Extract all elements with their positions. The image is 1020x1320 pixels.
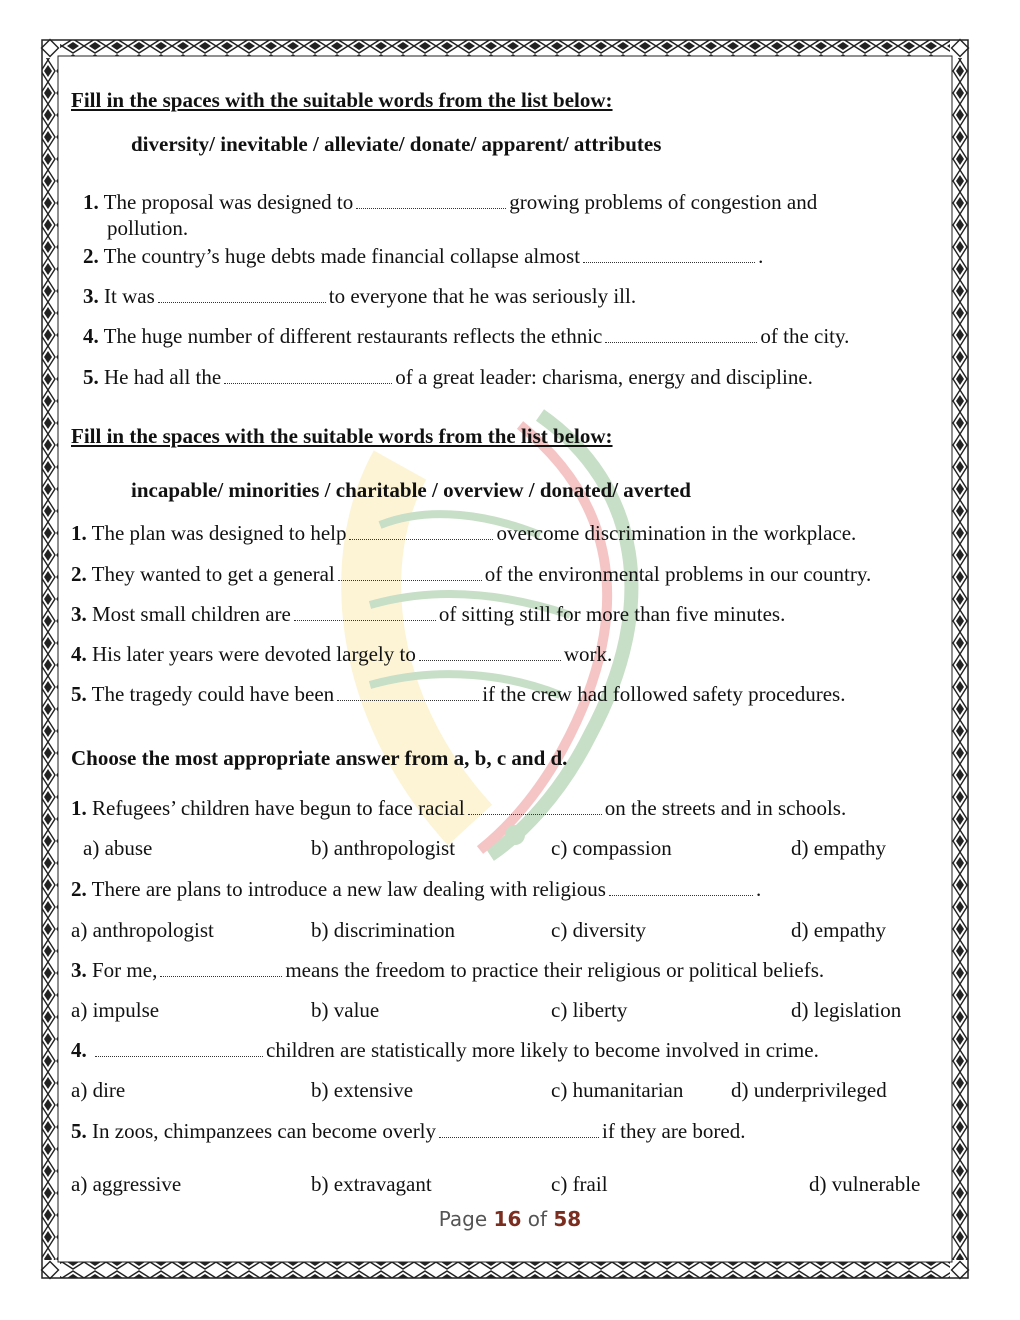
answer-blank[interactable]	[439, 1123, 599, 1138]
answer-blank[interactable]	[224, 369, 392, 384]
q5-option-d[interactable]: d) vulnerable	[809, 1172, 921, 1196]
q3-option-a[interactable]: a) impulse	[71, 998, 160, 1022]
section2-heading: Fill in the spaces with the suitable words from the list below:	[71, 424, 613, 448]
q1-option-a[interactable]: a) abuse	[83, 836, 153, 860]
q4-option-b[interactable]: b) extensive	[311, 1078, 414, 1102]
answer-blank[interactable]	[419, 646, 561, 661]
section1-heading: Fill in the spaces with the suitable words from the list below:	[71, 88, 613, 112]
section3-question-5: 5. In zoos, chimpanzees can become overly if they are bored.	[71, 1119, 746, 1143]
section3-heading: Choose the most appropriate answer from a, b, c and d.	[71, 746, 568, 770]
q4-option-a[interactable]: a) dire	[71, 1078, 126, 1102]
q1-option-d[interactable]: d) empathy	[791, 836, 887, 860]
answer-blank[interactable]	[158, 288, 326, 303]
current-page: 16	[493, 1207, 522, 1231]
section3-question-2: 2. There are plans to introduce a new law dealing with religious .	[71, 877, 762, 901]
section2-question-2: 2. They wanted to get a general of the environmental problems in our country.	[71, 562, 872, 586]
section1-question-5: 5. He had all the of a great leader: charisma, energy and discipline.	[83, 365, 813, 389]
answer-blank[interactable]	[337, 686, 479, 701]
q2-option-a[interactable]: a) anthropologist	[71, 918, 214, 942]
section3-question-4: 4. children are statistically more likely to become involved in crime.	[71, 1038, 819, 1062]
page-label: Page	[438, 1207, 488, 1231]
q1-option-c[interactable]: c) compassion	[551, 836, 672, 860]
section2-question-4: 4. His later years were devoted largely to work.	[71, 642, 613, 666]
section2-question-5: 5. The tragedy could have been if the crew had followed safety procedures.	[71, 682, 846, 706]
q1-option-b[interactable]: b) anthropologist	[311, 836, 456, 860]
q5-option-c[interactable]: c) frail	[551, 1172, 608, 1196]
section1-question-3: 3. It was to everyone that he was seriously ill.	[83, 284, 637, 308]
answer-blank[interactable]	[605, 328, 757, 343]
section1-question-2: 2. The country’s huge debts made financial collapse almost .	[83, 244, 764, 268]
section3-question-1: 1. Refugees’ children have begun to face racial on the streets and in schools.	[71, 796, 847, 820]
answer-blank[interactable]	[468, 800, 602, 815]
section1-word-list: diversity/ inevitable / alleviate/ donate/ apparent/ attributes	[131, 132, 662, 156]
q3-option-c[interactable]: c) liberty	[551, 998, 628, 1022]
section2-question-3: 3. Most small children are of sitting still for more than five minutes.	[71, 602, 786, 626]
answer-blank[interactable]	[609, 881, 753, 896]
section2-word-list: incapable/ minorities / charitable / overview / donated/ averted	[131, 478, 691, 502]
q5-option-b[interactable]: b) extravagant	[311, 1172, 432, 1196]
section3-question-3: 3. For me, means the freedom to practice their religious or political beliefs.	[71, 958, 825, 982]
answer-blank[interactable]	[294, 606, 436, 621]
answer-blank[interactable]	[349, 525, 493, 540]
section1-question-4: 4. The huge number of different restaurants reflects the ethnic of the city.	[83, 324, 850, 348]
q2-option-d[interactable]: d) empathy	[791, 918, 887, 942]
answer-blank[interactable]	[583, 248, 755, 263]
page-number-footer	[0, 1207, 1020, 1231]
section1-question-1: 1. The proposal was designed to growing problems of congestion and	[83, 190, 818, 214]
of-label: of	[527, 1207, 548, 1231]
total-pages: 58	[553, 1207, 582, 1231]
q3-option-b[interactable]: b) value	[311, 998, 380, 1022]
q3-option-d[interactable]: d) legislation	[791, 998, 902, 1022]
q2-option-b[interactable]: b) discrimination	[311, 918, 456, 942]
answer-blank[interactable]	[338, 566, 482, 581]
section2-question-1: 1. The plan was designed to help overcome discrimination in the workplace.	[71, 521, 857, 545]
answer-blank[interactable]	[356, 194, 506, 209]
section1-question-1-continued: pollution.	[107, 216, 189, 240]
answer-blank[interactable]	[160, 962, 282, 977]
q4-option-d[interactable]: d) underprivileged	[731, 1078, 887, 1102]
q5-option-a[interactable]: a) aggressive	[71, 1172, 182, 1196]
q4-option-c[interactable]: c) humanitarian	[551, 1078, 684, 1102]
answer-blank[interactable]	[95, 1042, 263, 1057]
q2-option-c[interactable]: c) diversity	[551, 918, 647, 942]
